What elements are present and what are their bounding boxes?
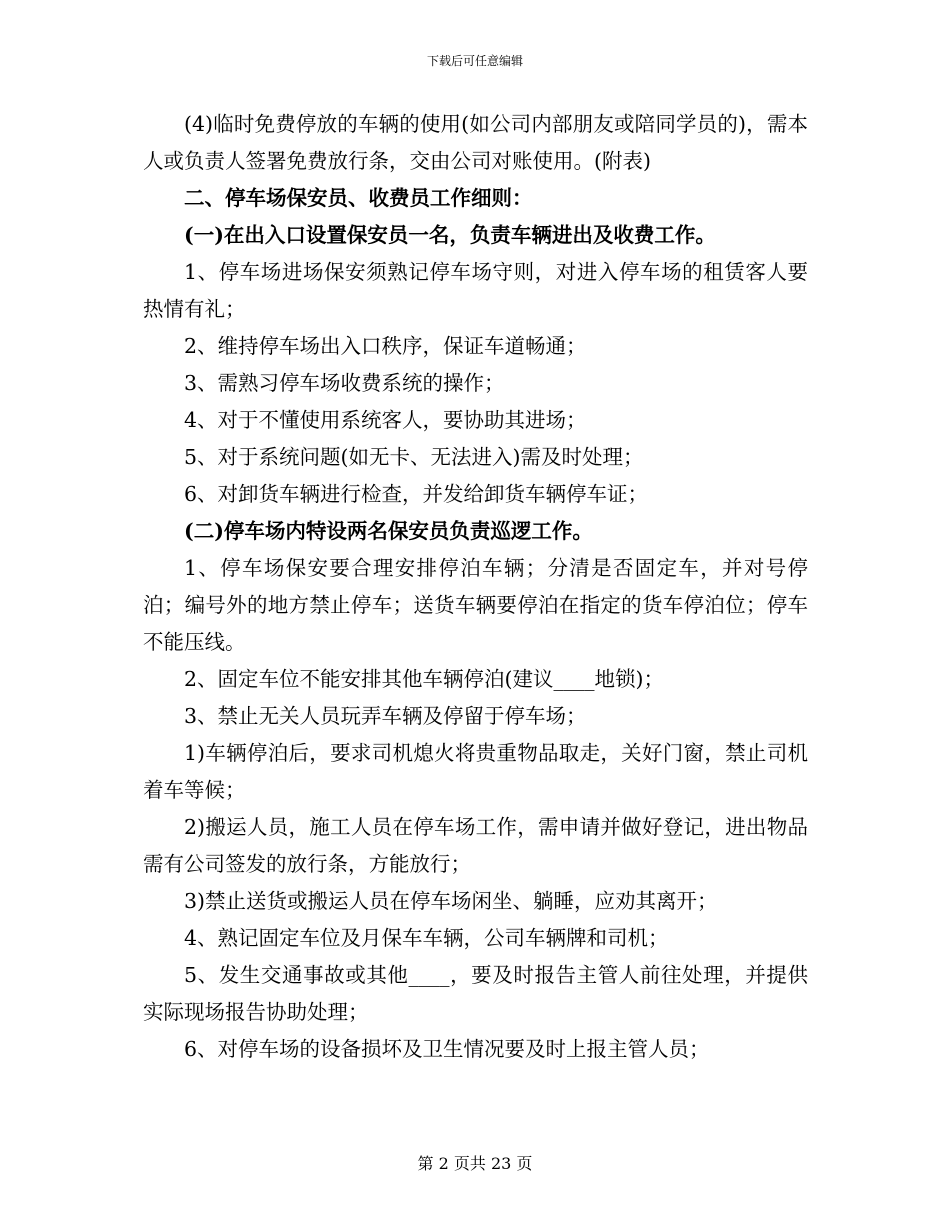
list-item: 4、对于不懂使用系统客人，要协助其进场； [184,408,587,432]
list-item: 1、停车场保安要合理安排停泊车辆；分清是否固定车，并对号停泊；编号外的地方禁止停车；送货车辆要停泊在指定的货车停泊位；停车不能压线。 [143,556,808,654]
list-item: 3、禁止无关人员玩弄车辆及停留于停车场； [184,704,587,728]
subsection-heading-entrance: (一)在出入口设置保安员一名，负责车辆进出及收费工作。 [184,223,716,247]
list-item: 3、需熟习停车场收费系统的操作； [184,371,505,395]
document-body [143,106,808,1068]
paragraph-temp-free-parking: (4)临时免费停放的车辆的使用(如公司内部朋友或陪同学员的)，需本人或负责人签署免费放行条，交由公司对账使用。(附表) [143,112,808,173]
list-item: 2、固定车位不能安排其他车辆停泊(建议____地锁)； [184,667,665,691]
list-item: 5、发生交通事故或其他____，要及时报告主管人前往处理，并提供实际现场报告协助处理； [143,963,808,1024]
page-footer: 第 2 页共 23 页 [417,1154,533,1173]
subsection-heading-patrol: (二)停车场内特设两名保安员负责巡逻工作。 [184,519,593,543]
section-heading-two: 二、停车场保安员、收费员工作细则： [184,186,533,210]
page-header: 下载后可任意编辑 [426,54,523,68]
sub-list-item: 2)搬运人员，施工人员在停车场工作，需申请并做好登记，进出物品需有公司签发的放行条，方能放行； [143,815,808,876]
list-item: 1、停车场进场保安须熟记停车场守则，对进入停车场的租赁客人要热情有礼； [143,260,808,321]
list-item: 6、对停车场的设备损坏及卫生情况要及时上报主管人员； [184,1037,710,1061]
sub-list-item: 1)车辆停泊后，要求司机熄火将贵重物品取走，关好门窗，禁止司机着车等候； [143,741,808,802]
list-item: 4、熟记固定车位及月保车车辆，公司车辆牌和司机； [184,926,669,950]
list-item: 6、对卸货车辆进行检查，并发给卸货车辆停车证； [184,482,649,506]
list-item: 2、维持停车场出入口秩序，保证车道畅通； [184,334,587,358]
sub-list-item: 3)禁止送货或搬运人员在停车场闲坐、躺睡，应劝其离开； [184,889,718,913]
list-item: 5、对于系统问题(如无卡、无法进入)需及时处理； [184,445,644,469]
